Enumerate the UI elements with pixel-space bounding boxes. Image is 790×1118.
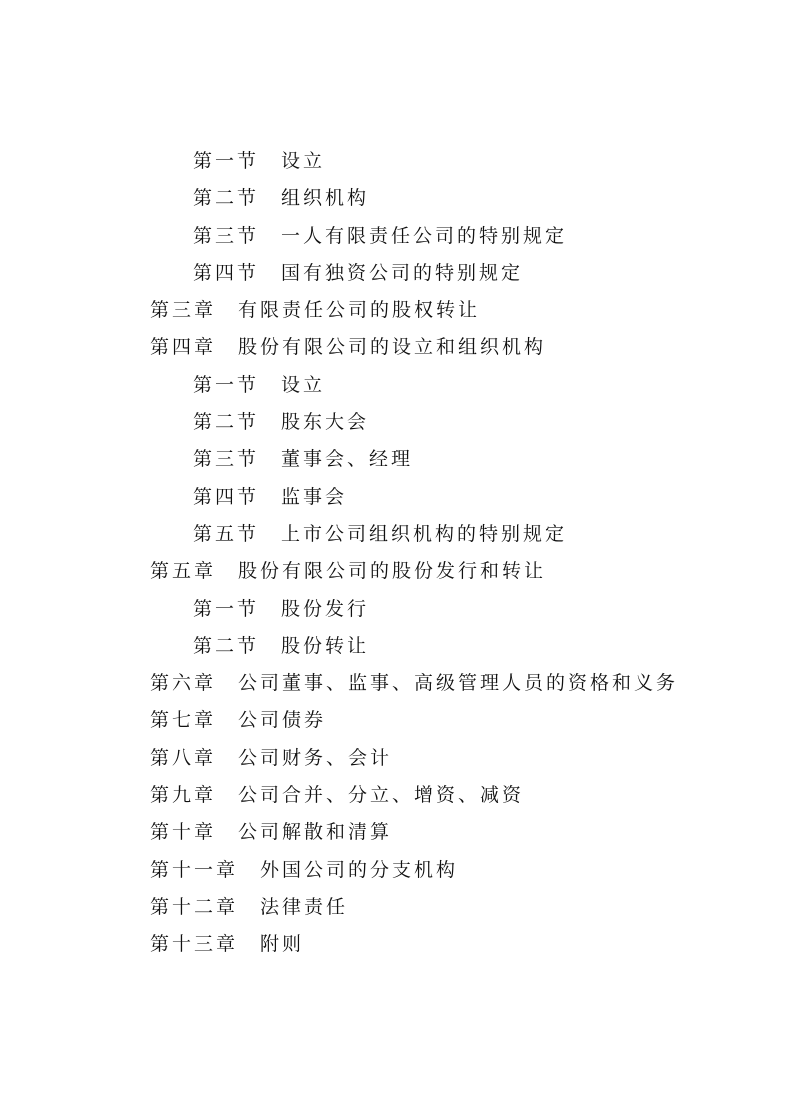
toc-entry-section: [0, 404, 790, 441]
toc-entry-chapter: [0, 329, 790, 366]
toc-entry-title: 股份转让: [281, 634, 370, 657]
toc-entry-section: [0, 255, 790, 292]
toc-entry-chapter: [0, 292, 790, 329]
toc-entry-section: [0, 591, 790, 628]
toc-entry-number: 第四节: [193, 261, 260, 284]
toc-entry-number: 第二节: [193, 411, 260, 434]
toc-entry-chapter: [0, 553, 790, 590]
toc-entry-number: 第二节: [193, 634, 260, 657]
toc-entry-title: 公司解散和清算: [238, 821, 393, 844]
toc-entry-title: 监事会: [281, 485, 348, 508]
toc-entry-title: 组织机构: [281, 187, 370, 210]
toc-entry-number: 第二节: [193, 187, 260, 210]
toc-entry-chapter: [0, 777, 790, 814]
toc-entry-section: [0, 143, 790, 180]
table-of-contents: [0, 143, 790, 964]
toc-entry-section: [0, 441, 790, 478]
toc-entry-number: 第三节: [193, 224, 260, 247]
toc-entry-number: 第一节: [193, 373, 260, 396]
toc-entry-number: 第十二章: [150, 895, 239, 918]
toc-entry-title: 公司财务、会计: [238, 746, 393, 769]
toc-entry-title: 国有独资公司的特别规定: [281, 261, 524, 284]
toc-entry-number: 第十章: [150, 821, 217, 844]
toc-entry-number: 第五节: [193, 522, 260, 545]
toc-entry-title: 股份有限公司的设立和组织机构: [238, 336, 547, 359]
toc-entry-number: 第四节: [193, 485, 260, 508]
toc-entry-number: 第六章: [150, 672, 217, 695]
toc-entry-title: 董事会、经理: [281, 448, 414, 471]
toc-entry-section: [0, 479, 790, 516]
toc-entry-chapter: [0, 852, 790, 889]
toc-entry-chapter: [0, 702, 790, 739]
toc-entry-title: 公司董事、监事、高级管理人员的资格和义务: [238, 672, 679, 695]
toc-entry-number: 第一节: [193, 597, 260, 620]
toc-entry-chapter: [0, 926, 790, 963]
toc-entry-number: 第三节: [193, 448, 260, 471]
toc-entry-number: 第四章: [150, 336, 217, 359]
toc-entry-title: 上市公司组织机构的特别规定: [281, 522, 568, 545]
toc-entry-title: 公司合并、分立、增资、减资: [238, 784, 525, 807]
toc-entry-number: 第三章: [150, 299, 217, 322]
toc-entry-number: 第七章: [150, 709, 217, 732]
toc-entry-title: 股东大会: [281, 411, 370, 434]
toc-entry-title: 法律责任: [260, 895, 349, 918]
toc-entry-title: 设立: [281, 150, 326, 172]
toc-entry-number: 第九章: [150, 784, 217, 807]
toc-entry-chapter: [0, 740, 790, 777]
toc-entry-chapter: [0, 665, 790, 702]
toc-entry-chapter: [0, 814, 790, 851]
toc-entry-title: 设立: [281, 373, 326, 396]
toc-entry-section: [0, 367, 790, 404]
toc-entry-number: 第十三章: [150, 933, 239, 956]
toc-entry-title: 公司债券: [238, 709, 327, 732]
toc-entry-title: 股份发行: [281, 597, 370, 620]
toc-entry-number: 第八章: [150, 746, 217, 769]
toc-entry-section: [0, 180, 790, 217]
toc-entry-chapter: [0, 889, 790, 926]
toc-entry-section: [0, 218, 790, 255]
toc-entry-title: 一人有限责任公司的特别规定: [281, 224, 568, 247]
toc-entry-title: 有限责任公司的股权转让: [238, 299, 481, 322]
toc-entry-section: [0, 628, 790, 665]
toc-entry-number: 第一节: [193, 150, 260, 172]
toc-entry-title: 附则: [260, 933, 305, 956]
toc-entry-number: 第十一章: [150, 858, 239, 881]
toc-entry-title: 股份有限公司的股份发行和转让: [238, 560, 547, 583]
toc-entry-number: 第五章: [150, 560, 217, 583]
toc-entry-title: 外国公司的分支机构: [260, 858, 459, 881]
toc-entry-section: [0, 516, 790, 553]
